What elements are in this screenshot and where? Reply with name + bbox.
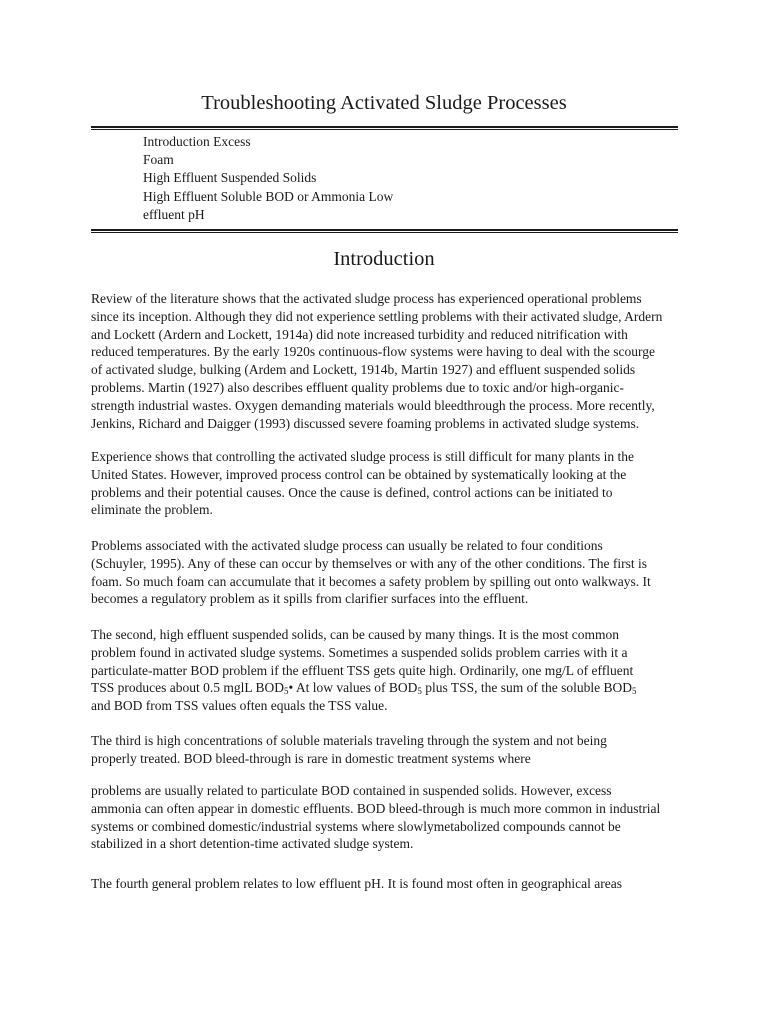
paragraph-soluble-materials: The third is high concentrations of soluble materials traveling through the system and not being properly treated. BOD bleed-through is rare in domestic treatment systems where — [91, 733, 607, 766]
toc-item[interactable]: Foam — [143, 152, 174, 168]
subscript-5: 5 — [417, 686, 422, 697]
paragraph-four-conditions: Problems associated with the activated sludge process can usually be related to four conditions (Schuyler, 1995). Any of these can occur by themselves or with any of the other conditions. The first is foam. So much foam can accumulate that it becomes a safety problem by spilling out onto walkways. It becomes a regulatory problem as it spills from clarifier surfaces into the effluent. — [91, 538, 651, 607]
paragraph-particulate-bod: problems are usually related to particulate BOD contained in suspended solids. However, excess ammonia can often appear in domestic effluents. BOD bleed-through is much more common in industrial systems or combined domestic/industrial systems where slowlymetabolized compounds cannot be stabilized in a short detention-time activated sludge system. — [91, 783, 661, 852]
text-run: TSS produces about 0.5 mglL BOD — [91, 680, 284, 696]
text-run: • At low values of BOD — [288, 680, 418, 696]
table-of-contents — [143, 133, 393, 224]
text-run: plus TSS, the sum of the soluble BOD — [421, 680, 632, 696]
paragraph-low-ph: The fourth general problem relates to low effluent pH. It is found most often in geographical areas — [91, 876, 622, 891]
toc-item[interactable]: High Effluent Suspended Solids — [143, 170, 317, 186]
subscript-5: 5 — [631, 686, 637, 697]
toc-item[interactable]: Introduction Excess — [143, 134, 251, 149]
paragraph-suspended-solids — [91, 626, 687, 715]
toc-item[interactable]: effluent pH — [143, 206, 205, 222]
text-line: and BOD from TSS values often equals the TSS value. — [91, 698, 388, 714]
subscript-5: 5 — [284, 686, 289, 697]
text-line-bod — [91, 679, 687, 697]
top-divider — [91, 126, 678, 130]
text-line: particulate-matter BOD problem if the effluent TSS gets quite high. Ordinarily, one mg/L of effluent — [91, 662, 634, 678]
text-line: The second, high effluent suspended solids, can be caused by many things. It is the most common — [91, 627, 620, 642]
paragraph-experience: Experience shows that controlling the activated sludge process is still difficult for many plants in the United States. However, improved process control can be obtained by systematically looking at the problems and their potential causes. Once the cause is defined, control actions can be initiated to eliminate the problem. — [91, 449, 634, 518]
toc-item[interactable]: High Effluent Soluble BOD or Ammonia Low — [143, 188, 394, 204]
document-title: Troubleshooting Activated Sludge Processes — [201, 92, 567, 114]
section-heading: Introduction — [333, 248, 435, 270]
bottom-divider — [91, 229, 678, 233]
paragraph-literature-review: Review of the literature shows that the activated sludge process has experienced operational problems since its inception. Although they did not experience settling problems with their activated sludge, Ardern and Lockett (Ardern and Lockett, 1914a) did note increased turbidity and reduced nitrification with reduced temperatures. By the early 1920s continuous-flow systems were having to deal with the scourge of activated sludge, bulking (Ardem and Lockett, 1914b, Martin 1927) and effluent suspended solids problems. Martin (1927) also describes effluent quality problems due to toxic and/or high-organic- strength industrial wastes. Oxygen demanding materials would bleedthrough the process. More recently, Jenkins, Richard and Daigger (1993) discussed severe foaming problems in activated sludge systems. — [91, 291, 663, 431]
text-line: problem found in activated sludge systems. Sometimes a suspended solids problem carries with it a — [91, 644, 628, 660]
